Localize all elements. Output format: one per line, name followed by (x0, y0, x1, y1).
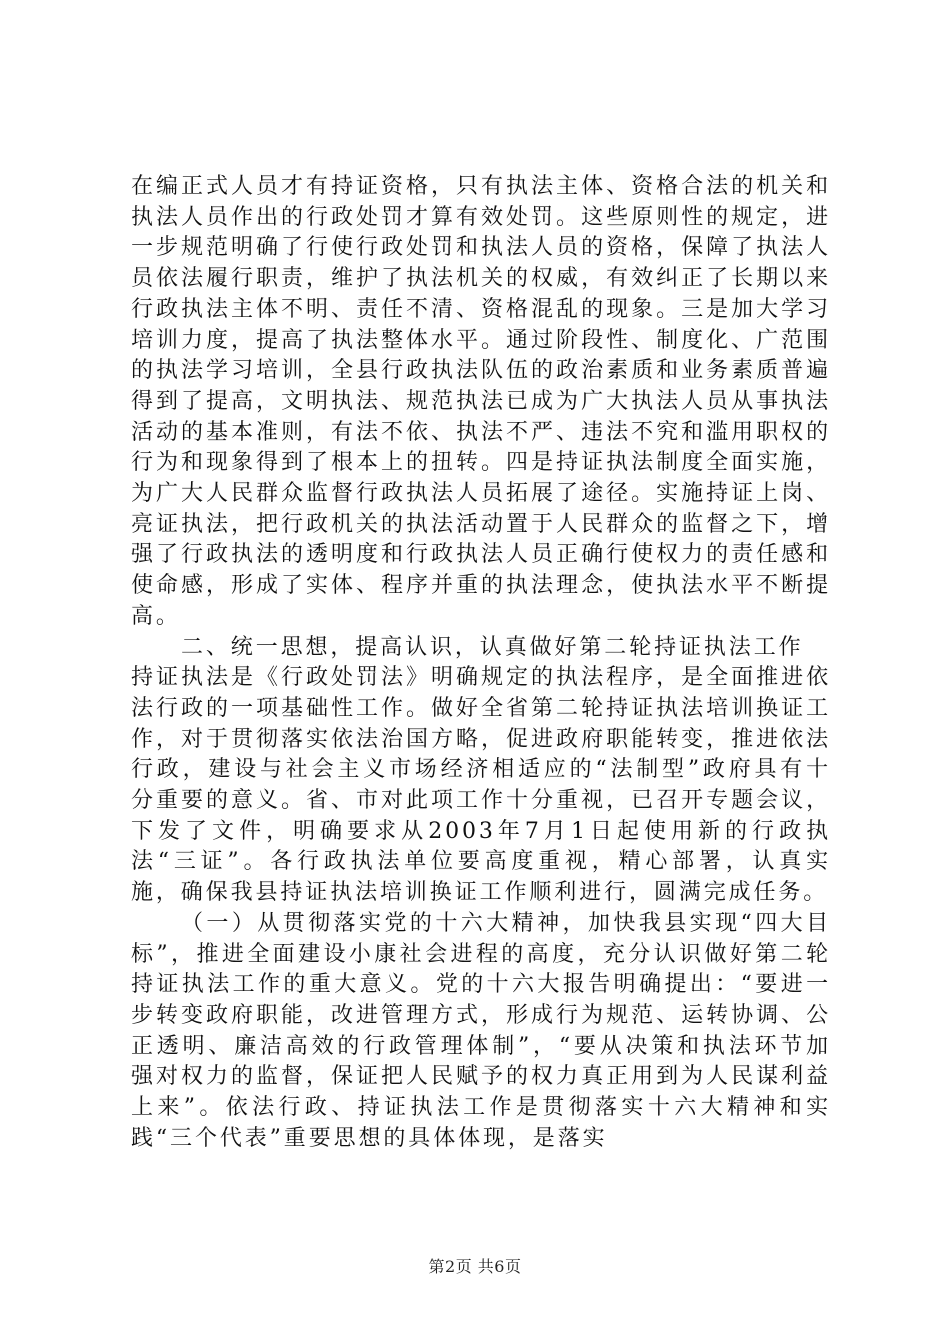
document-body (131, 172, 831, 1155)
paragraph-3: 持证执法是《行政处罚法》明确规定的执法程序，是全面推进依法行政的一项基础性工作。做好全省第二轮持证执法培训换证工作，对于贯彻落实依法治国方略，促进政府职能转变，推进依法行政，建设与社会主义市场经济相适应的“法制型”政府具有十分重要的意义。省、市对此项工作十分重视，已召开专题会议，下发了文件，明确要求从2003年7月1日起使用新的行政执法“三证”。各行政执法单位要高度重视，精心部署，认真实施，确保我县持证执法培训换证工作顺利进行，圆满完成任务。 (131, 665, 831, 906)
page-number-label: 第2页 共6页 (428, 1257, 522, 1276)
page-footer (0, 1257, 950, 1277)
paragraph-1: 在编正式人员才有持证资格，只有执法主体、资格合法的机关和执法人员作出的行政处罚才算有效处罚。这些原则性的规定，进一步规范明确了行使行政处罚和执法人员的资格，保障了执法人员依法履行职责，维护了执法机关的权威，有效纠正了长期以来行政执法主体不明、责任不清、资格混乱的现象。三是加大学习培训力度，提高了执法整体水平。通过阶段性、制度化、广范围的执法学习培训，全县行政执法队伍的政治素质和业务素质普遍得到了提高，文明执法、规范执法已成为广大执法人员从事执法活动的基本准则，有法不依、执法不严、违法不究和滥用职权的行为和现象得到了根本上的扭转。四是持证执法制度全面实施，为广大人民群众监督行政执法人员拓展了途径。实施持证上岗、亮证执法，把行政机关的执法活动置于人民群众的监督之下，增强了行政执法的透明度和行政执法人员正确行使权力的责任感和使命感，形成了实体、程序并重的执法理念，使执法水平不断提高。 (131, 174, 831, 629)
section-heading-2: 二、统一思想，提高认识，认真做好第二轮持证执法工作 (181, 634, 804, 660)
paragraph-4: （一）从贯彻落实党的十六大精神，加快我县实现“四大目标”，推进全面建设小康社会进程的高度，充分认识做好第二轮持证执法工作的重大意义。党的十六大报告明确提出：“要进一步转变政府职能，改进管理方式，形成行为规范、运转协调、公正透明、廉洁高效的行政管理体制”，“要从决策和执法环节加强对权力的监督，保证把人民赋予的权力真正用到为人民谋利益上来”。依法行政、持证执法工作是贯彻落实十六大精神和实践“三个代表”重要思想的具体体现，是落实 (131, 910, 831, 1151)
